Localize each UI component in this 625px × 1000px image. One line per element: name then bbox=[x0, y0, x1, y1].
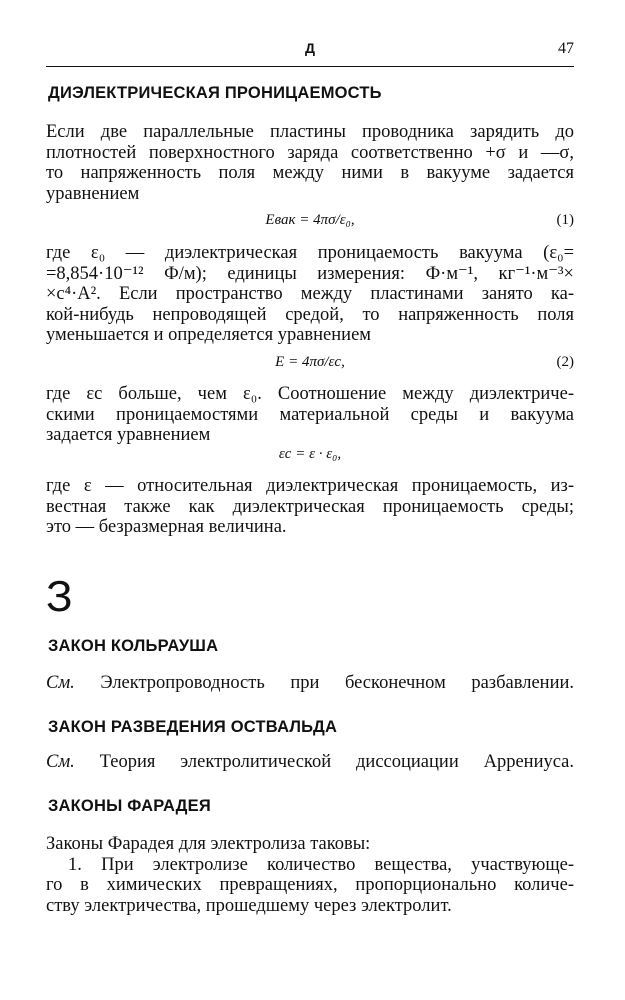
running-head bbox=[46, 38, 574, 62]
text-line: где ε — относительная диэлектрическая проницаемость, из- bbox=[46, 476, 574, 496]
running-head-letter: Д bbox=[305, 40, 315, 56]
paragraph-kohlrausch-reference bbox=[46, 673, 574, 694]
text-line: =8,854·10⁻¹² Ф/м); единицы измерения: Ф·м⁻¹, кг⁻¹·м⁻³× bbox=[46, 263, 574, 284]
cross-reference-text: Электропроводность при бесконечном разбавлении. bbox=[100, 673, 574, 693]
text-line: где ε₀ — диэлектрическая проницаемость вакуума (ε₀= bbox=[46, 243, 574, 263]
section-letter: З bbox=[46, 572, 73, 621]
text-line: Если две параллельные пластины проводника зарядить до bbox=[46, 122, 574, 142]
list-item-line: го в химических превращениях, пропорционально количе- bbox=[46, 875, 574, 895]
equation-3-expression: εc = ε · ε₀, bbox=[278, 446, 342, 462]
text-line: уравнением bbox=[46, 183, 140, 204]
paragraph-relative-permittivity bbox=[46, 476, 574, 538]
heading-dielectric-permittivity: ДИЭЛЕКТРИЧЕСКАЯ ПРОНИЦАЕМОСТЬ bbox=[48, 84, 382, 102]
equation-2-expression: E = 4πσ/εc, bbox=[275, 354, 345, 370]
paragraph-dielectric-intro bbox=[46, 122, 574, 204]
paragraph-faraday-laws bbox=[46, 834, 574, 916]
equation-2-number: (2) bbox=[556, 354, 574, 370]
header-rule bbox=[46, 66, 574, 67]
text-line: это — безразмерная величина. bbox=[46, 517, 287, 537]
text-line: скими проницаемостями материальной среды и вакуума bbox=[46, 404, 574, 425]
equation-1-number: (1) bbox=[556, 212, 574, 228]
book-page bbox=[46, 0, 574, 1000]
heading-kohlrausch-law: ЗАКОН КОЛЬРАУША bbox=[48, 637, 219, 655]
text-line: Законы Фарадея для электролиза таковы: bbox=[46, 834, 371, 854]
equation-2 bbox=[46, 354, 574, 376]
text-line: то напряженность поля между ними в вакууме задается bbox=[46, 163, 574, 183]
heading-faraday-laws: ЗАКОНЫ ФАРАДЕЯ bbox=[48, 797, 211, 815]
paragraph-ostwald-reference bbox=[46, 752, 574, 773]
see-label: См. bbox=[46, 673, 75, 693]
equation-1-expression: Eвак = 4πσ/ε₀, bbox=[265, 212, 355, 228]
see-label: См. bbox=[46, 752, 75, 772]
paragraph-medium-permittivity bbox=[46, 384, 574, 446]
text-line bbox=[46, 752, 574, 773]
text-line: ×с⁴·А². Если пространство между пластинами занято ка- bbox=[46, 284, 574, 304]
heading-ostwald-dilution-law: ЗАКОН РАЗВЕДЕНИЯ ОСТВАЛЬДА bbox=[48, 718, 338, 736]
equation-1 bbox=[46, 212, 574, 234]
page-number: 47 bbox=[558, 40, 574, 57]
text-line: плотностей поверхностного заряда соответственно +σ и —σ, bbox=[46, 142, 574, 163]
equation-3 bbox=[46, 446, 574, 468]
text-line bbox=[46, 673, 574, 694]
text-line: где εc больше, чем ε₀. Соотношение между диэлектриче- bbox=[46, 384, 574, 404]
text-line: задается уравнением bbox=[46, 425, 211, 445]
list-item-line: ству электричества, прошедшему через электролит. bbox=[46, 895, 452, 916]
list-item-line: 1. При электролизе количество вещества, участвующе- bbox=[68, 854, 574, 875]
text-line: вестная также как диэлектрическая проницаемость среды; bbox=[46, 496, 574, 517]
cross-reference-text: Теория электролитической диссоциации Аррениуса. bbox=[99, 752, 574, 772]
paragraph-vacuum-permittivity bbox=[46, 243, 574, 346]
text-line: кой-нибудь непроводящей средой, то напряженность поля bbox=[46, 304, 574, 325]
text-line: уменьшается и определяется уравнением bbox=[46, 325, 371, 345]
